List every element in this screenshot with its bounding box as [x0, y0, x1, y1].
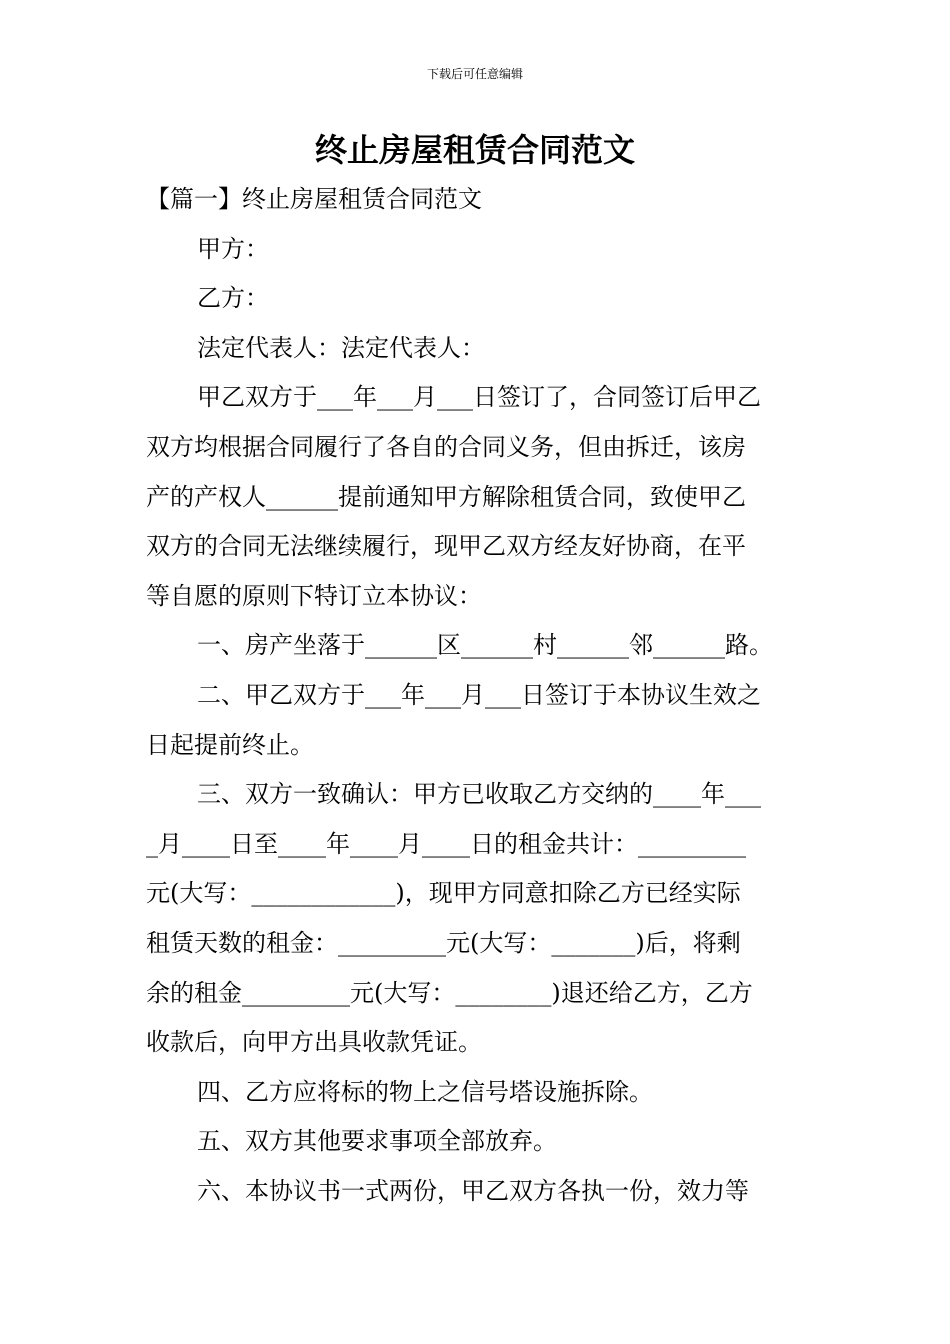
body-line: 二、甲乙双方于___年___月___日签订于本协议生效之 — [197, 680, 761, 709]
body-line: 一、房产坐落于______区______村______邻______路。 — [197, 631, 773, 660]
body-line: 五、双方其他要求事项全部放弃。 — [197, 1127, 557, 1156]
body-line: 等自愿的原则下特订立本协议： — [146, 581, 482, 610]
body-line: 四、乙方应将标的物上之信号塔设施拆除。 — [197, 1077, 653, 1106]
body-line: 元(大写：____________)，现甲方同意扣除乙方已经实际 — [146, 879, 741, 908]
body-line: 余的租金_________元(大写：________)退还给乙方，乙方 — [146, 978, 753, 1007]
body-line: 日起提前终止。 — [146, 730, 314, 759]
body-line: _月____日至____年____月____日的租金共计：_________ — [146, 829, 746, 858]
body-line: 乙方： — [197, 284, 269, 313]
body-line: 三、双方一致确认：甲方已收取乙方交纳的____年___ — [197, 780, 761, 809]
body-line: 双方的合同无法继续履行，现甲乙双方经友好协商，在平 — [146, 532, 746, 561]
document-title: 终止房屋租赁合同范文 — [314, 131, 635, 169]
body-line: 租赁天数的租金：_________元(大写：_______)后，将剩 — [146, 928, 741, 957]
body-line: 产的产权人______提前通知甲方解除租赁合同，致使甲乙 — [146, 482, 746, 511]
body-line: 甲方： — [197, 234, 269, 263]
body-line: 法定代表人：法定代表人： — [197, 333, 485, 362]
body-line: 双方均根据合同履行了各自的合同义务，但由拆迁，该房 — [146, 432, 746, 461]
body-line: 六、本协议书一式两份，甲乙双方各执一份，效力等 — [197, 1176, 749, 1205]
document-body — [146, 175, 806, 1216]
body-line: 【篇一】终止房屋租赁合同范文 — [146, 185, 482, 213]
header-note: 下载后可任意编辑 — [426, 67, 523, 81]
body-line: 甲乙双方于___年___月___日签订了，合同签订后甲乙 — [197, 383, 761, 412]
body-line: 收款后，向甲方出具收款凭证。 — [146, 1028, 482, 1057]
